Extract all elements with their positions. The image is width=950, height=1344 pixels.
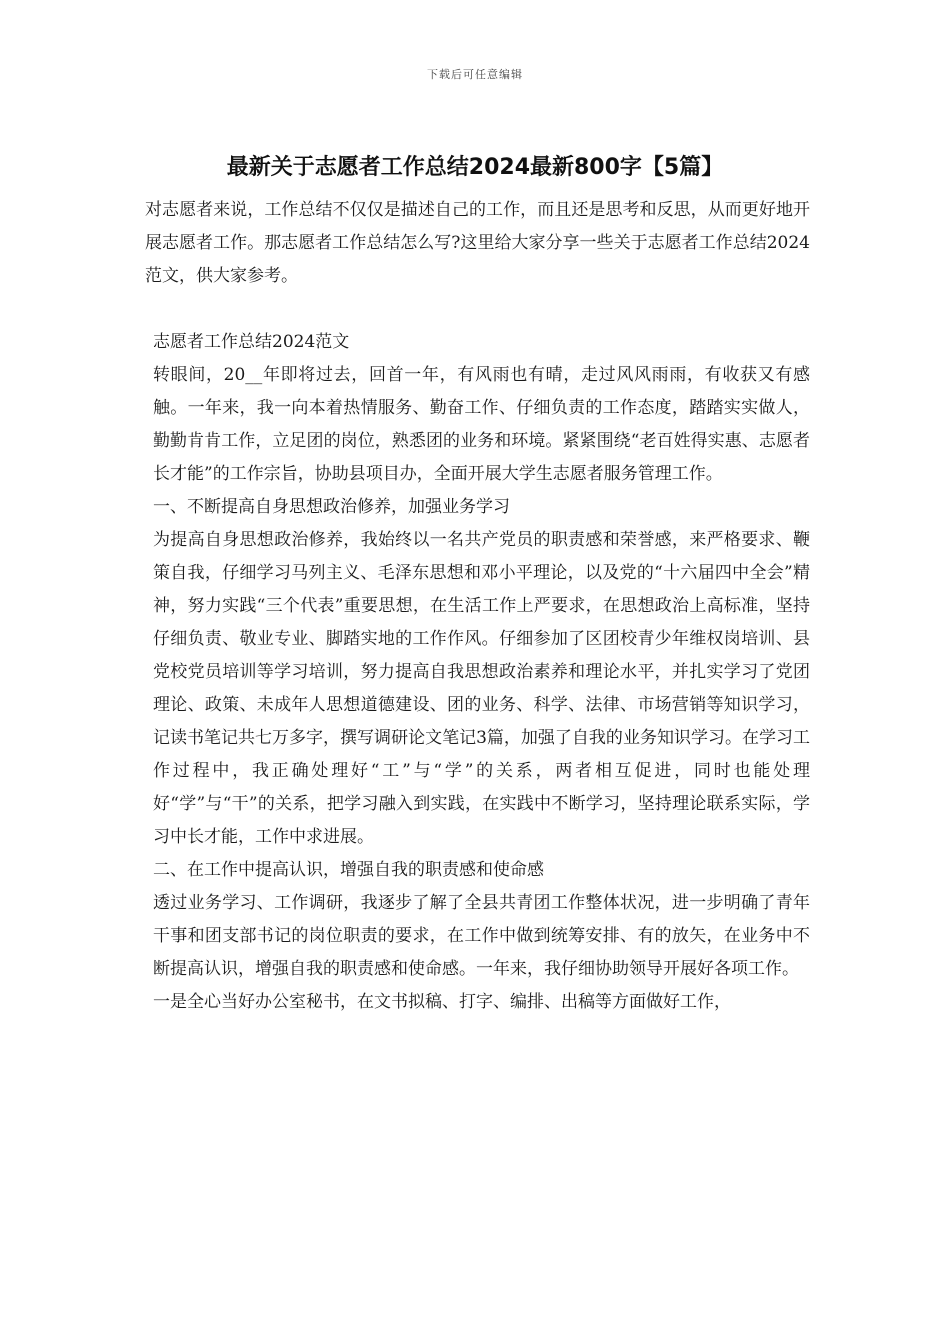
section-heading: 二、在工作中提高认识，增强自我的职责感和使命感: [153, 860, 544, 880]
blank-line: [145, 293, 810, 326]
section-heading: 志愿者工作总结2024范文: [153, 332, 350, 352]
body-paragraph: 透过业务学习、工作调研，我逐步了解了全县共青团工作整体状况，进一步明确了青年干事和团支部书记的岗位职责的要求，在工作中做到统筹安排、有的放矢，在业务中不断提高认识，增强自我的职责感和使命感。一年来，我仔细协助领导开展好各项工作。: [153, 893, 810, 979]
document-title: 最新关于志愿者工作总结2024最新800字【5篇】: [226, 155, 724, 180]
body-paragraph: 转眼间，20__年即将过去，回首一年，有风雨也有晴，走过风风雨雨，有收获又有感触。一年来，我一向本着热情服务、勤奋工作、仔细负责的工作态度，踏踏实实做人，勤勤肯肯工作，立足团的岗位，熟悉团的业务和环境。紧紧围绕“老百姓得实惠、志愿者长才能”的工作宗旨，协助县项目办，全面开展大学生志愿者服务管理工作。: [153, 365, 810, 484]
body-paragraph: 一是全心当好办公室秘书，在文书拟稿、打字、编排、出稿等方面做好工作，: [153, 992, 731, 1012]
document-body: [145, 194, 810, 1019]
section-heading: 一、不断提高自身思想政治修养，加强业务学习: [153, 497, 510, 517]
body-paragraph: 为提高自身思想政治修养，我始终以一名共产党员的职责感和荣誉感，来严格要求、鞭策自我，仔细学习马列主义、毛泽东思想和邓小平理论，以及党的“十六届四中全会”精神，努力实践“三个代表”重要思想，在生活工作上严要求，在思想政治上高标准，坚持仔细负责、敬业专业、脚踏实地的工作作风。仔细参加了区团校青少年维权岗培训、县党校党员培训等学习培训，努力提高自我思想政治素养和理论水平，并扎实学习了党团理论、政策、未成年人思想道德建设、团的业务、科学、法律、市场营销等知识学习，记读书笔记共七万多字，撰写调研论文笔记3篇，加强了自我的业务知识学习。在学习工作过程中，我正确处理好“工”与“学”的关系，两者相互促进，同时也能处理好“学”与“干”的关系，把学习融入到实践，在实践中不断学习，坚持理论联系实际，学习中长才能，工作中求进展。: [153, 530, 810, 847]
intro-paragraph: 对志愿者来说，工作总结不仅仅是描述自己的工作，而且还是思考和反思，从而更好地开展志愿者工作。那志愿者工作总结怎么写?这里给大家分享一些关于志愿者工作总结2024范文，供大家参考。: [145, 200, 810, 286]
header-note: 下载后可任意编辑: [427, 68, 523, 81]
